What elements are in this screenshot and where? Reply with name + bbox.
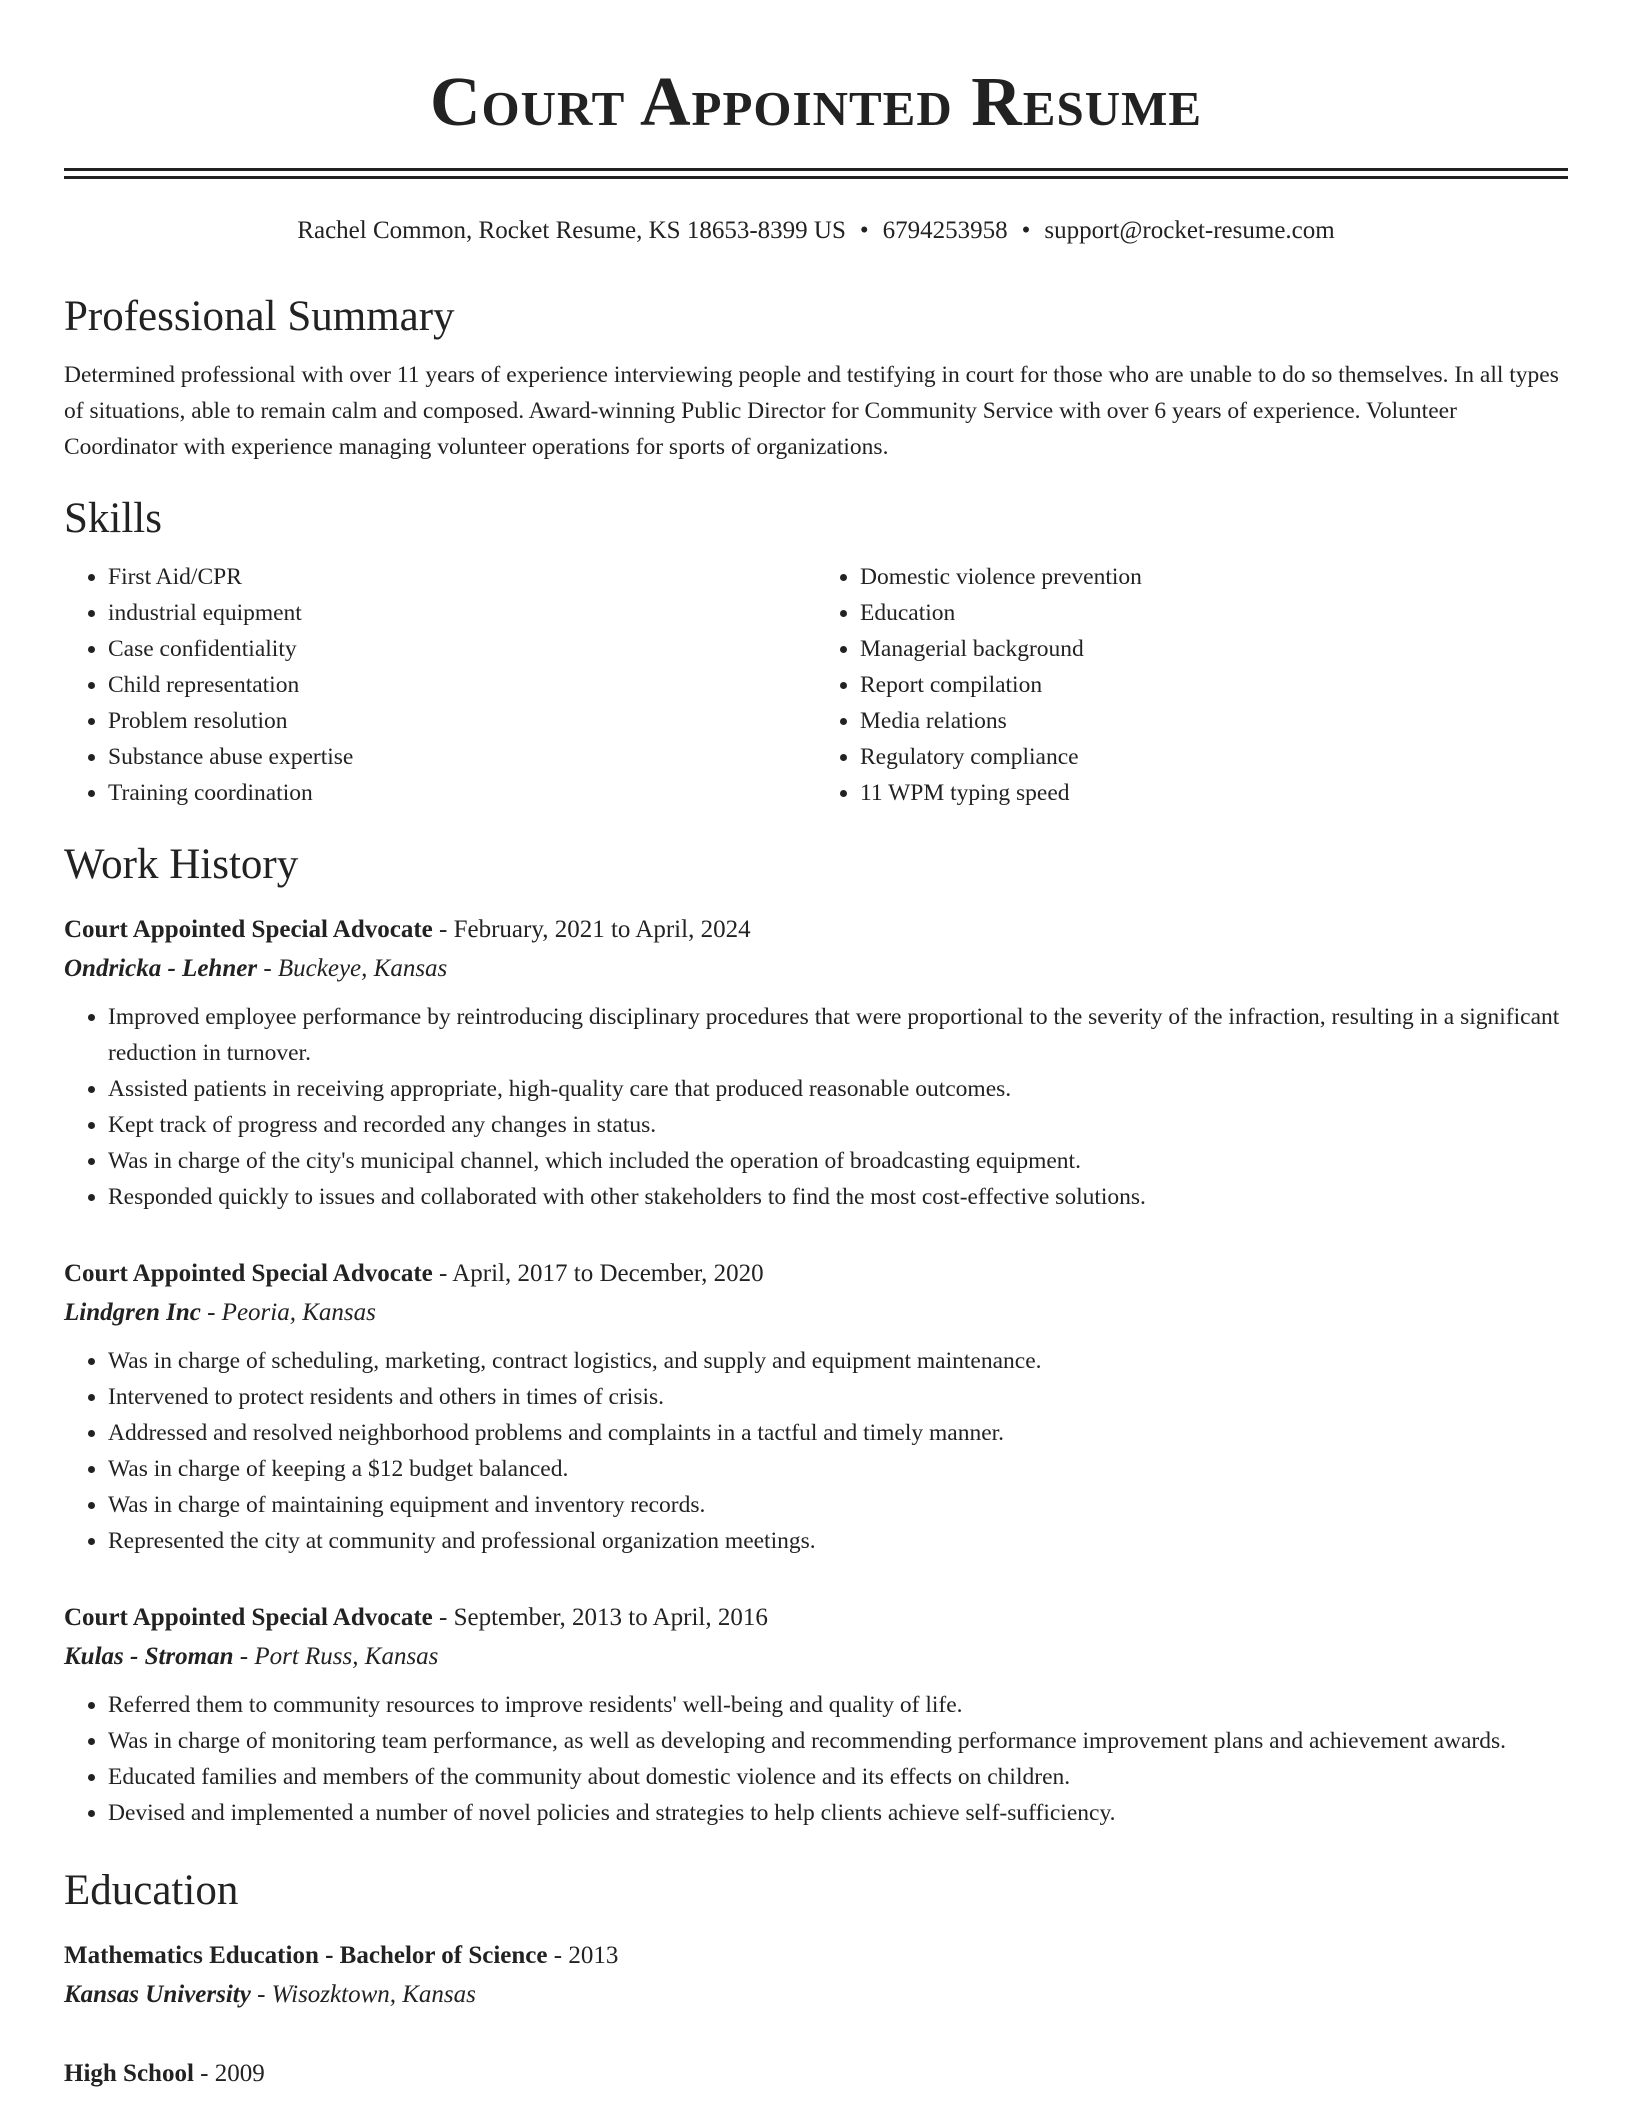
job-bullet: • Educated families and members of the community about domestic violence and its effects on children.	[108, 1759, 1568, 1795]
summary-text: Determined professional with over 11 years of experience interviewing people and testifying in court for those who are unable to do so themselves. In all types of situations, able to remain calm and composed. Award-winning Public Director for Community Service with over 6 years of experience. Volunteer Coordinator with experience managing volunteer operations for sports of organizations.	[64, 362, 1559, 460]
resume-title: Court Appointed Resume	[429, 64, 1203, 141]
work-history-section	[64, 839, 1568, 1831]
job-dates: September, 2013 to April, 2016	[453, 1604, 768, 1631]
job-title: Court Appointed Special Advocate	[64, 1260, 433, 1287]
education-location: Wisozktown, Kansas	[271, 1981, 476, 2008]
summary-section	[64, 291, 1568, 465]
job-bullet: • Was in charge of monitoring team performance, as well as developing and recommending performance improvement plans and achievement awards.	[108, 1723, 1568, 1759]
skills-right-list	[816, 559, 1568, 811]
job-bullets	[64, 1687, 1568, 1831]
education-school: Kansas University	[64, 1981, 251, 2008]
skill-item: • Education	[860, 595, 1568, 631]
job-employer: Ondricka - Lehner - Buckeye, Kansas	[64, 955, 448, 982]
job-company: Lindgren Inc	[64, 1299, 201, 1326]
job-title: Court Appointed Special Advocate	[64, 916, 433, 943]
education-heading: Education	[64, 1867, 239, 1914]
education-entry	[64, 2055, 1568, 2093]
skill-item: • 11 WPM typing speed	[860, 775, 1568, 811]
job-dates: April, 2017 to December, 2020	[452, 1260, 764, 1287]
job-bullet: • Referred them to community resources to improve residents' well-being and quality of life.	[108, 1687, 1568, 1723]
job-bullet: • Devised and implemented a number of novel policies and strategies to help clients achieve self-sufficiency.	[108, 1795, 1568, 1831]
education-degree: High School	[64, 2060, 194, 2087]
skill-item: • Managerial background	[860, 631, 1568, 667]
job-header: Court Appointed Special Advocate - September, 2013 to April, 2016	[64, 1604, 768, 1631]
job-header: Court Appointed Special Advocate - April, 2017 to December, 2020	[64, 1260, 764, 1287]
job-bullet: • Improved employee performance by reintroducing disciplinary procedures that were proportional to the severity of the infraction, resulting in a significant reduction in turnover.	[108, 999, 1568, 1071]
job-title: Court Appointed Special Advocate	[64, 1604, 433, 1631]
skills-heading: Skills	[64, 495, 162, 542]
skill-item: • Case confidentiality	[108, 631, 816, 667]
education-degree: Mathematics Education - Bachelor of Science	[64, 1942, 548, 1969]
skill-item: • Child representation	[108, 667, 816, 703]
skills-left-list	[64, 559, 816, 811]
job-bullet: • Was in charge of keeping a $12 budget balanced.	[108, 1451, 1568, 1487]
skill-item: • Training coordination	[108, 775, 816, 811]
job-location: Buckeye, Kansas	[277, 955, 448, 982]
job-bullet: • Kept track of progress and recorded any changes in status.	[108, 1107, 1568, 1143]
education-entry	[64, 1937, 1568, 2015]
work-history-heading: Work History	[64, 841, 299, 888]
job-employer: Lindgren Inc - Peoria, Kansas	[64, 1299, 376, 1326]
skills-section	[64, 493, 1568, 811]
job-dates: February, 2021 to April, 2024	[453, 916, 751, 943]
contact-line	[64, 215, 1568, 247]
job-entry	[64, 1599, 1568, 1831]
job-bullet: • Was in charge of scheduling, marketing, contract logistics, and supply and equipment maintenance.	[108, 1343, 1568, 1379]
job-bullet: • Was in charge of maintaining equipment and inventory records.	[108, 1487, 1568, 1523]
skill-item: • Substance abuse expertise	[108, 739, 816, 775]
job-bullets	[64, 999, 1568, 1215]
skill-item: • Domestic violence prevention	[860, 559, 1568, 595]
education-section	[64, 1865, 1568, 2093]
skills-columns	[64, 559, 1568, 811]
contact-email: support@rocket-resume.com	[1044, 217, 1335, 244]
skill-item: • Regulatory compliance	[860, 739, 1568, 775]
skill-item: • First Aid/CPR	[108, 559, 816, 595]
summary-heading: Professional Summary	[64, 293, 455, 340]
skill-item: • industrial equipment	[108, 595, 816, 631]
contact-separator: •	[1021, 217, 1031, 244]
job-bullet: • Responded quickly to issues and collaborated with other stakeholders to find the most cost-effective solutions.	[108, 1179, 1568, 1215]
contact-address: Rachel Common, Rocket Resume, KS 18653-8399 US	[297, 217, 846, 244]
education-year: 2009	[214, 2060, 265, 2087]
job-company: Ondricka - Lehner	[64, 955, 258, 982]
skill-item: • Problem resolution	[108, 703, 816, 739]
contact-phone: 6794253958	[882, 217, 1008, 244]
job-location: Peoria, Kansas	[221, 1299, 376, 1326]
job-bullet: • Was in charge of the city's municipal channel, which included the operation of broadcasting equipment.	[108, 1143, 1568, 1179]
job-bullet: • Addressed and resolved neighborhood problems and complaints in a tactful and timely manner.	[108, 1415, 1568, 1451]
job-bullet: • Represented the city at community and professional organization meetings.	[108, 1523, 1568, 1559]
job-company: Kulas - Stroman	[64, 1643, 234, 1670]
contact-separator: •	[859, 217, 869, 244]
education-header: High School - 2009	[64, 2060, 265, 2087]
job-header: Court Appointed Special Advocate - February, 2021 to April, 2024	[64, 916, 751, 943]
job-bullet: • Intervened to protect residents and others in times of crisis.	[108, 1379, 1568, 1415]
title-double-rule	[64, 168, 1568, 179]
job-employer: Kulas - Stroman - Port Russ, Kansas	[64, 1643, 439, 1670]
job-entry	[64, 1255, 1568, 1559]
job-bullets	[64, 1343, 1568, 1559]
education-header: Mathematics Education - Bachelor of Science - 2013	[64, 1942, 619, 1969]
job-bullet: • Assisted patients in receiving appropriate, high-quality care that produced reasonable outcomes.	[108, 1071, 1568, 1107]
education-year: 2013	[568, 1942, 619, 1969]
skill-item: • Report compilation	[860, 667, 1568, 703]
education-school-line: Kansas University - Wisozktown, Kansas	[64, 1981, 476, 2008]
skill-item: • Media relations	[860, 703, 1568, 739]
job-entry	[64, 911, 1568, 1215]
job-location: Port Russ, Kansas	[254, 1643, 439, 1670]
